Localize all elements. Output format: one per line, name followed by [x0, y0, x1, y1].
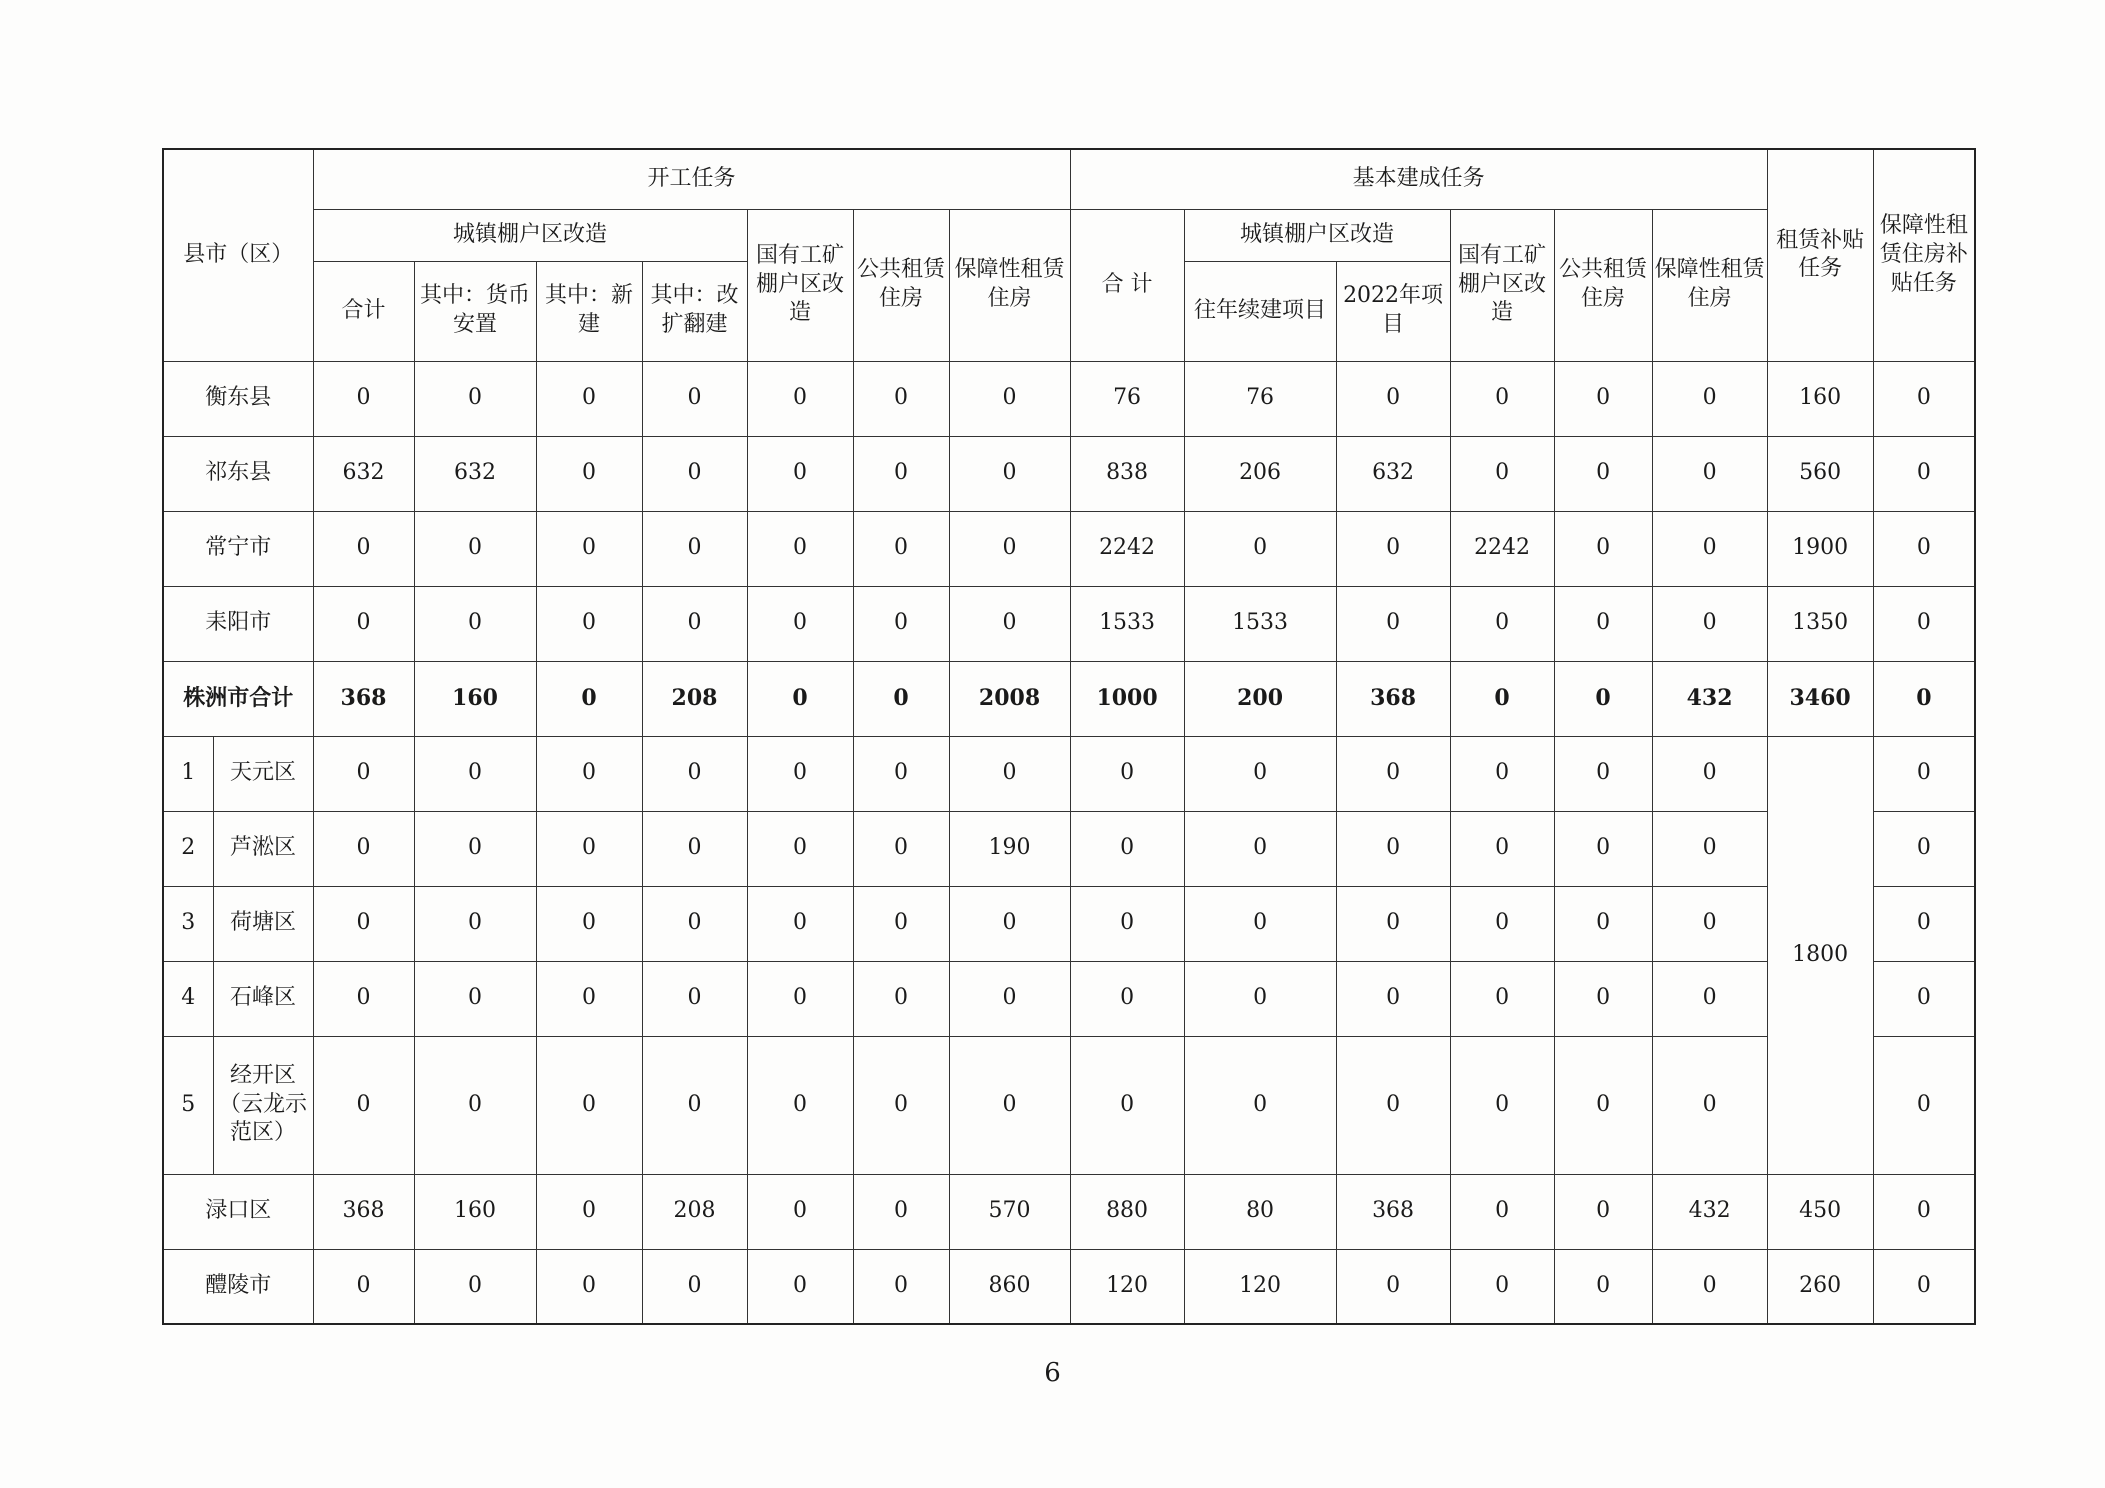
row-index-cell: 3	[163, 886, 213, 961]
value-cell: 0	[313, 736, 414, 811]
value-cell: 0	[1184, 511, 1336, 586]
value-cell: 0	[1184, 736, 1336, 811]
value-cell: 0	[313, 1036, 414, 1174]
value-cell: 0	[747, 586, 853, 661]
table-row	[163, 586, 1975, 661]
value-cell: 860	[949, 1249, 1070, 1324]
value-cell: 632	[313, 436, 414, 511]
value-cell: 0	[1554, 436, 1652, 511]
value-cell: 632	[414, 436, 536, 511]
value-cell: 0	[414, 1249, 536, 1324]
row-index-cell: 1	[163, 736, 213, 811]
value-cell: 0	[1873, 736, 1975, 811]
value-cell: 0	[1184, 961, 1336, 1036]
value-cell: 0	[1554, 961, 1652, 1036]
value-cell: 0	[853, 886, 949, 961]
value-cell: 1000	[1070, 661, 1184, 736]
value-cell: 208	[642, 1174, 747, 1249]
table-row	[163, 736, 1975, 811]
value-cell: 450	[1767, 1174, 1873, 1249]
value-cell: 2008	[949, 661, 1070, 736]
value-cell: 880	[1070, 1174, 1184, 1249]
value-cell: 0	[853, 361, 949, 436]
merged-rent-subsidy-cell: 1800	[1767, 736, 1873, 1174]
value-cell: 0	[1070, 1036, 1184, 1174]
housing-task-table	[162, 148, 1976, 1325]
basic-completion-header: 基本建成任务	[1070, 149, 1767, 209]
value-cell: 0	[1873, 886, 1975, 961]
value-cell: 0	[1336, 886, 1450, 961]
value-cell: 0	[1652, 811, 1767, 886]
basic-guaranteed-rental-header: 保障性租赁住房	[1652, 209, 1767, 361]
value-cell: 632	[1336, 436, 1450, 511]
value-cell: 0	[536, 511, 642, 586]
value-cell: 0	[1184, 886, 1336, 961]
value-cell: 0	[536, 886, 642, 961]
value-cell: 0	[1450, 586, 1554, 661]
value-cell: 0	[1554, 1249, 1652, 1324]
value-cell: 0	[853, 961, 949, 1036]
value-cell: 0	[853, 1174, 949, 1249]
value-cell: 0	[853, 811, 949, 886]
table-row	[163, 661, 1975, 736]
value-cell: 0	[747, 1036, 853, 1174]
value-cell: 0	[414, 361, 536, 436]
value-cell: 0	[1450, 1249, 1554, 1324]
value-cell: 0	[949, 586, 1070, 661]
value-cell: 0	[1652, 436, 1767, 511]
value-cell: 0	[414, 1036, 536, 1174]
page-number: 6	[1044, 1358, 1061, 1388]
value-cell: 0	[414, 511, 536, 586]
row-index-cell: 5	[163, 1036, 213, 1174]
start-task-header: 开工任务	[313, 149, 1070, 209]
value-cell: 0	[747, 736, 853, 811]
value-cell: 0	[1450, 436, 1554, 511]
value-cell: 0	[313, 886, 414, 961]
value-cell: 1533	[1184, 586, 1336, 661]
start-monetary-header: 其中：货币安置	[414, 261, 536, 361]
value-cell: 0	[1070, 886, 1184, 961]
value-cell: 0	[747, 1174, 853, 1249]
start-new-header: 其中：新建	[536, 261, 642, 361]
value-cell: 0	[313, 1249, 414, 1324]
value-cell: 0	[313, 586, 414, 661]
value-cell: 0	[313, 361, 414, 436]
value-cell: 0	[313, 811, 414, 886]
value-cell: 0	[642, 961, 747, 1036]
value-cell: 0	[1450, 661, 1554, 736]
value-cell: 0	[1554, 811, 1652, 886]
value-cell: 0	[1336, 736, 1450, 811]
table-row	[163, 1174, 1975, 1249]
value-cell: 0	[1336, 1036, 1450, 1174]
value-cell: 0	[1873, 1174, 1975, 1249]
value-cell: 0	[1450, 886, 1554, 961]
value-cell: 0	[536, 736, 642, 811]
county-name-cell: 常宁市	[163, 511, 313, 586]
value-cell: 0	[1450, 736, 1554, 811]
value-cell: 0	[536, 436, 642, 511]
value-cell: 0	[1450, 1174, 1554, 1249]
county-name-cell: 衡东县	[163, 361, 313, 436]
value-cell: 0	[642, 886, 747, 961]
value-cell: 0	[949, 1036, 1070, 1174]
county-name-cell: 渌口区	[163, 1174, 313, 1249]
guaranteed-rent-subsidy-header: 保障性租赁住房补贴任务	[1873, 149, 1975, 361]
value-cell: 432	[1652, 661, 1767, 736]
value-cell: 0	[414, 886, 536, 961]
value-cell: 0	[1652, 586, 1767, 661]
value-cell: 0	[747, 361, 853, 436]
value-cell: 0	[747, 511, 853, 586]
value-cell: 0	[313, 961, 414, 1036]
value-cell: 160	[1767, 361, 1873, 436]
value-cell: 0	[853, 586, 949, 661]
value-cell: 0	[642, 736, 747, 811]
basic-mining-header: 国有工矿棚户区改造	[1450, 209, 1554, 361]
value-cell: 0	[1450, 961, 1554, 1036]
value-cell: 0	[747, 1249, 853, 1324]
row-index-cell: 4	[163, 961, 213, 1036]
start-shanty-header: 城镇棚户区改造	[313, 209, 747, 261]
value-cell: 368	[313, 661, 414, 736]
value-cell: 0	[1450, 1036, 1554, 1174]
value-cell: 260	[1767, 1249, 1873, 1324]
value-cell: 368	[1336, 661, 1450, 736]
district-name-cell: 石峰区	[213, 961, 313, 1036]
value-cell: 160	[414, 661, 536, 736]
value-cell: 0	[1184, 811, 1336, 886]
value-cell: 0	[1450, 361, 1554, 436]
value-cell: 76	[1070, 361, 1184, 436]
value-cell: 0	[1652, 1036, 1767, 1174]
value-cell: 80	[1184, 1174, 1336, 1249]
value-cell: 0	[642, 586, 747, 661]
value-cell: 0	[1336, 586, 1450, 661]
value-cell: 3460	[1767, 661, 1873, 736]
value-cell: 0	[1873, 961, 1975, 1036]
value-cell: 0	[1652, 736, 1767, 811]
value-cell: 0	[853, 1036, 949, 1174]
rent-subsidy-header: 租赁补贴任务	[1767, 149, 1873, 361]
value-cell: 190	[949, 811, 1070, 886]
basic-previous-header: 往年续建项目	[1184, 261, 1336, 361]
value-cell: 0	[642, 361, 747, 436]
value-cell: 0	[536, 361, 642, 436]
district-name-cell: 荷塘区	[213, 886, 313, 961]
value-cell: 0	[1184, 1036, 1336, 1174]
value-cell: 0	[536, 811, 642, 886]
district-name-cell: 经开区（云龙示范区）	[213, 1036, 313, 1174]
value-cell: 0	[853, 736, 949, 811]
value-cell: 0	[853, 511, 949, 586]
value-cell: 0	[1873, 511, 1975, 586]
table-row	[163, 511, 1975, 586]
basic-shanty-header: 城镇棚户区改造	[1184, 209, 1450, 261]
value-cell: 0	[414, 811, 536, 886]
start-total-header: 合计	[313, 261, 414, 361]
county-name-cell: 株洲市合计	[163, 661, 313, 736]
header-row-2	[163, 209, 1975, 261]
value-cell: 1350	[1767, 586, 1873, 661]
value-cell: 2242	[1070, 511, 1184, 586]
value-cell: 76	[1184, 361, 1336, 436]
value-cell: 0	[536, 1174, 642, 1249]
county-header: 县市（区）	[163, 149, 313, 361]
value-cell: 0	[747, 661, 853, 736]
value-cell: 0	[642, 1249, 747, 1324]
county-name-cell: 祁东县	[163, 436, 313, 511]
value-cell: 0	[642, 511, 747, 586]
value-cell: 120	[1184, 1249, 1336, 1324]
value-cell: 0	[1652, 361, 1767, 436]
row-index-cell: 2	[163, 811, 213, 886]
value-cell: 432	[1652, 1174, 1767, 1249]
value-cell: 0	[1070, 811, 1184, 886]
table-row	[163, 361, 1975, 436]
value-cell: 0	[1873, 436, 1975, 511]
value-cell: 200	[1184, 661, 1336, 736]
table-row	[163, 436, 1975, 511]
value-cell: 0	[1873, 661, 1975, 736]
value-cell: 0	[1554, 511, 1652, 586]
value-cell: 560	[1767, 436, 1873, 511]
value-cell: 0	[949, 436, 1070, 511]
value-cell: 206	[1184, 436, 1336, 511]
basic-2022-header: 2022年项目	[1336, 261, 1450, 361]
value-cell: 0	[1554, 736, 1652, 811]
value-cell: 0	[1554, 361, 1652, 436]
value-cell: 160	[414, 1174, 536, 1249]
value-cell: 0	[536, 1036, 642, 1174]
value-cell: 0	[949, 886, 1070, 961]
value-cell: 0	[1336, 361, 1450, 436]
value-cell: 0	[1070, 736, 1184, 811]
value-cell: 1533	[1070, 586, 1184, 661]
value-cell: 0	[642, 1036, 747, 1174]
table-row	[163, 811, 1975, 886]
value-cell: 1900	[1767, 511, 1873, 586]
value-cell: 0	[853, 436, 949, 511]
value-cell: 0	[1450, 811, 1554, 886]
table-row	[163, 961, 1975, 1036]
district-name-cell: 天元区	[213, 736, 313, 811]
value-cell: 0	[414, 961, 536, 1036]
value-cell: 0	[1652, 511, 1767, 586]
value-cell: 838	[1070, 436, 1184, 511]
value-cell: 0	[313, 511, 414, 586]
value-cell: 0	[1554, 1174, 1652, 1249]
value-cell: 570	[949, 1174, 1070, 1249]
value-cell: 0	[1336, 1249, 1450, 1324]
value-cell: 0	[853, 1249, 949, 1324]
value-cell: 0	[949, 736, 1070, 811]
value-cell: 0	[642, 436, 747, 511]
value-cell: 0	[1336, 961, 1450, 1036]
start-public-rental-header: 公共租赁住房	[853, 209, 949, 361]
value-cell: 368	[313, 1174, 414, 1249]
value-cell: 0	[1554, 1036, 1652, 1174]
value-cell: 0	[1652, 1249, 1767, 1324]
basic-public-rental-header: 公共租赁住房	[1554, 209, 1652, 361]
value-cell: 0	[536, 961, 642, 1036]
value-cell: 0	[1873, 1036, 1975, 1174]
value-cell: 0	[1554, 886, 1652, 961]
value-cell: 0	[747, 961, 853, 1036]
value-cell: 0	[536, 661, 642, 736]
county-name-cell: 耒阳市	[163, 586, 313, 661]
value-cell: 0	[536, 586, 642, 661]
value-cell: 0	[1873, 586, 1975, 661]
value-cell: 0	[536, 1249, 642, 1324]
header-row-1	[163, 149, 1975, 209]
value-cell: 0	[853, 661, 949, 736]
value-cell: 2242	[1450, 511, 1554, 586]
value-cell: 0	[1873, 361, 1975, 436]
value-cell: 0	[949, 961, 1070, 1036]
value-cell: 0	[1554, 661, 1652, 736]
value-cell: 0	[949, 361, 1070, 436]
table-row	[163, 1249, 1975, 1324]
value-cell: 0	[949, 511, 1070, 586]
value-cell: 208	[642, 661, 747, 736]
value-cell: 0	[1652, 961, 1767, 1036]
value-cell: 0	[747, 436, 853, 511]
value-cell: 0	[747, 811, 853, 886]
value-cell: 0	[1554, 586, 1652, 661]
district-name-cell: 芦淞区	[213, 811, 313, 886]
value-cell: 0	[1873, 1249, 1975, 1324]
county-name-cell: 醴陵市	[163, 1249, 313, 1324]
value-cell: 120	[1070, 1249, 1184, 1324]
value-cell: 0	[1873, 811, 1975, 886]
basic-total-header: 合 计	[1070, 209, 1184, 361]
value-cell: 0	[414, 586, 536, 661]
value-cell: 0	[642, 811, 747, 886]
start-renovate-header: 其中：改扩翻建	[642, 261, 747, 361]
table-row	[163, 1036, 1975, 1174]
start-guaranteed-rental-header: 保障性租赁住房	[949, 209, 1070, 361]
start-mining-header: 国有工矿棚户区改造	[747, 209, 853, 361]
table-row	[163, 886, 1975, 961]
value-cell: 0	[1070, 961, 1184, 1036]
value-cell: 0	[1652, 886, 1767, 961]
value-cell: 0	[1336, 511, 1450, 586]
value-cell: 0	[747, 886, 853, 961]
value-cell: 0	[1336, 811, 1450, 886]
value-cell: 0	[414, 736, 536, 811]
value-cell: 368	[1336, 1174, 1450, 1249]
